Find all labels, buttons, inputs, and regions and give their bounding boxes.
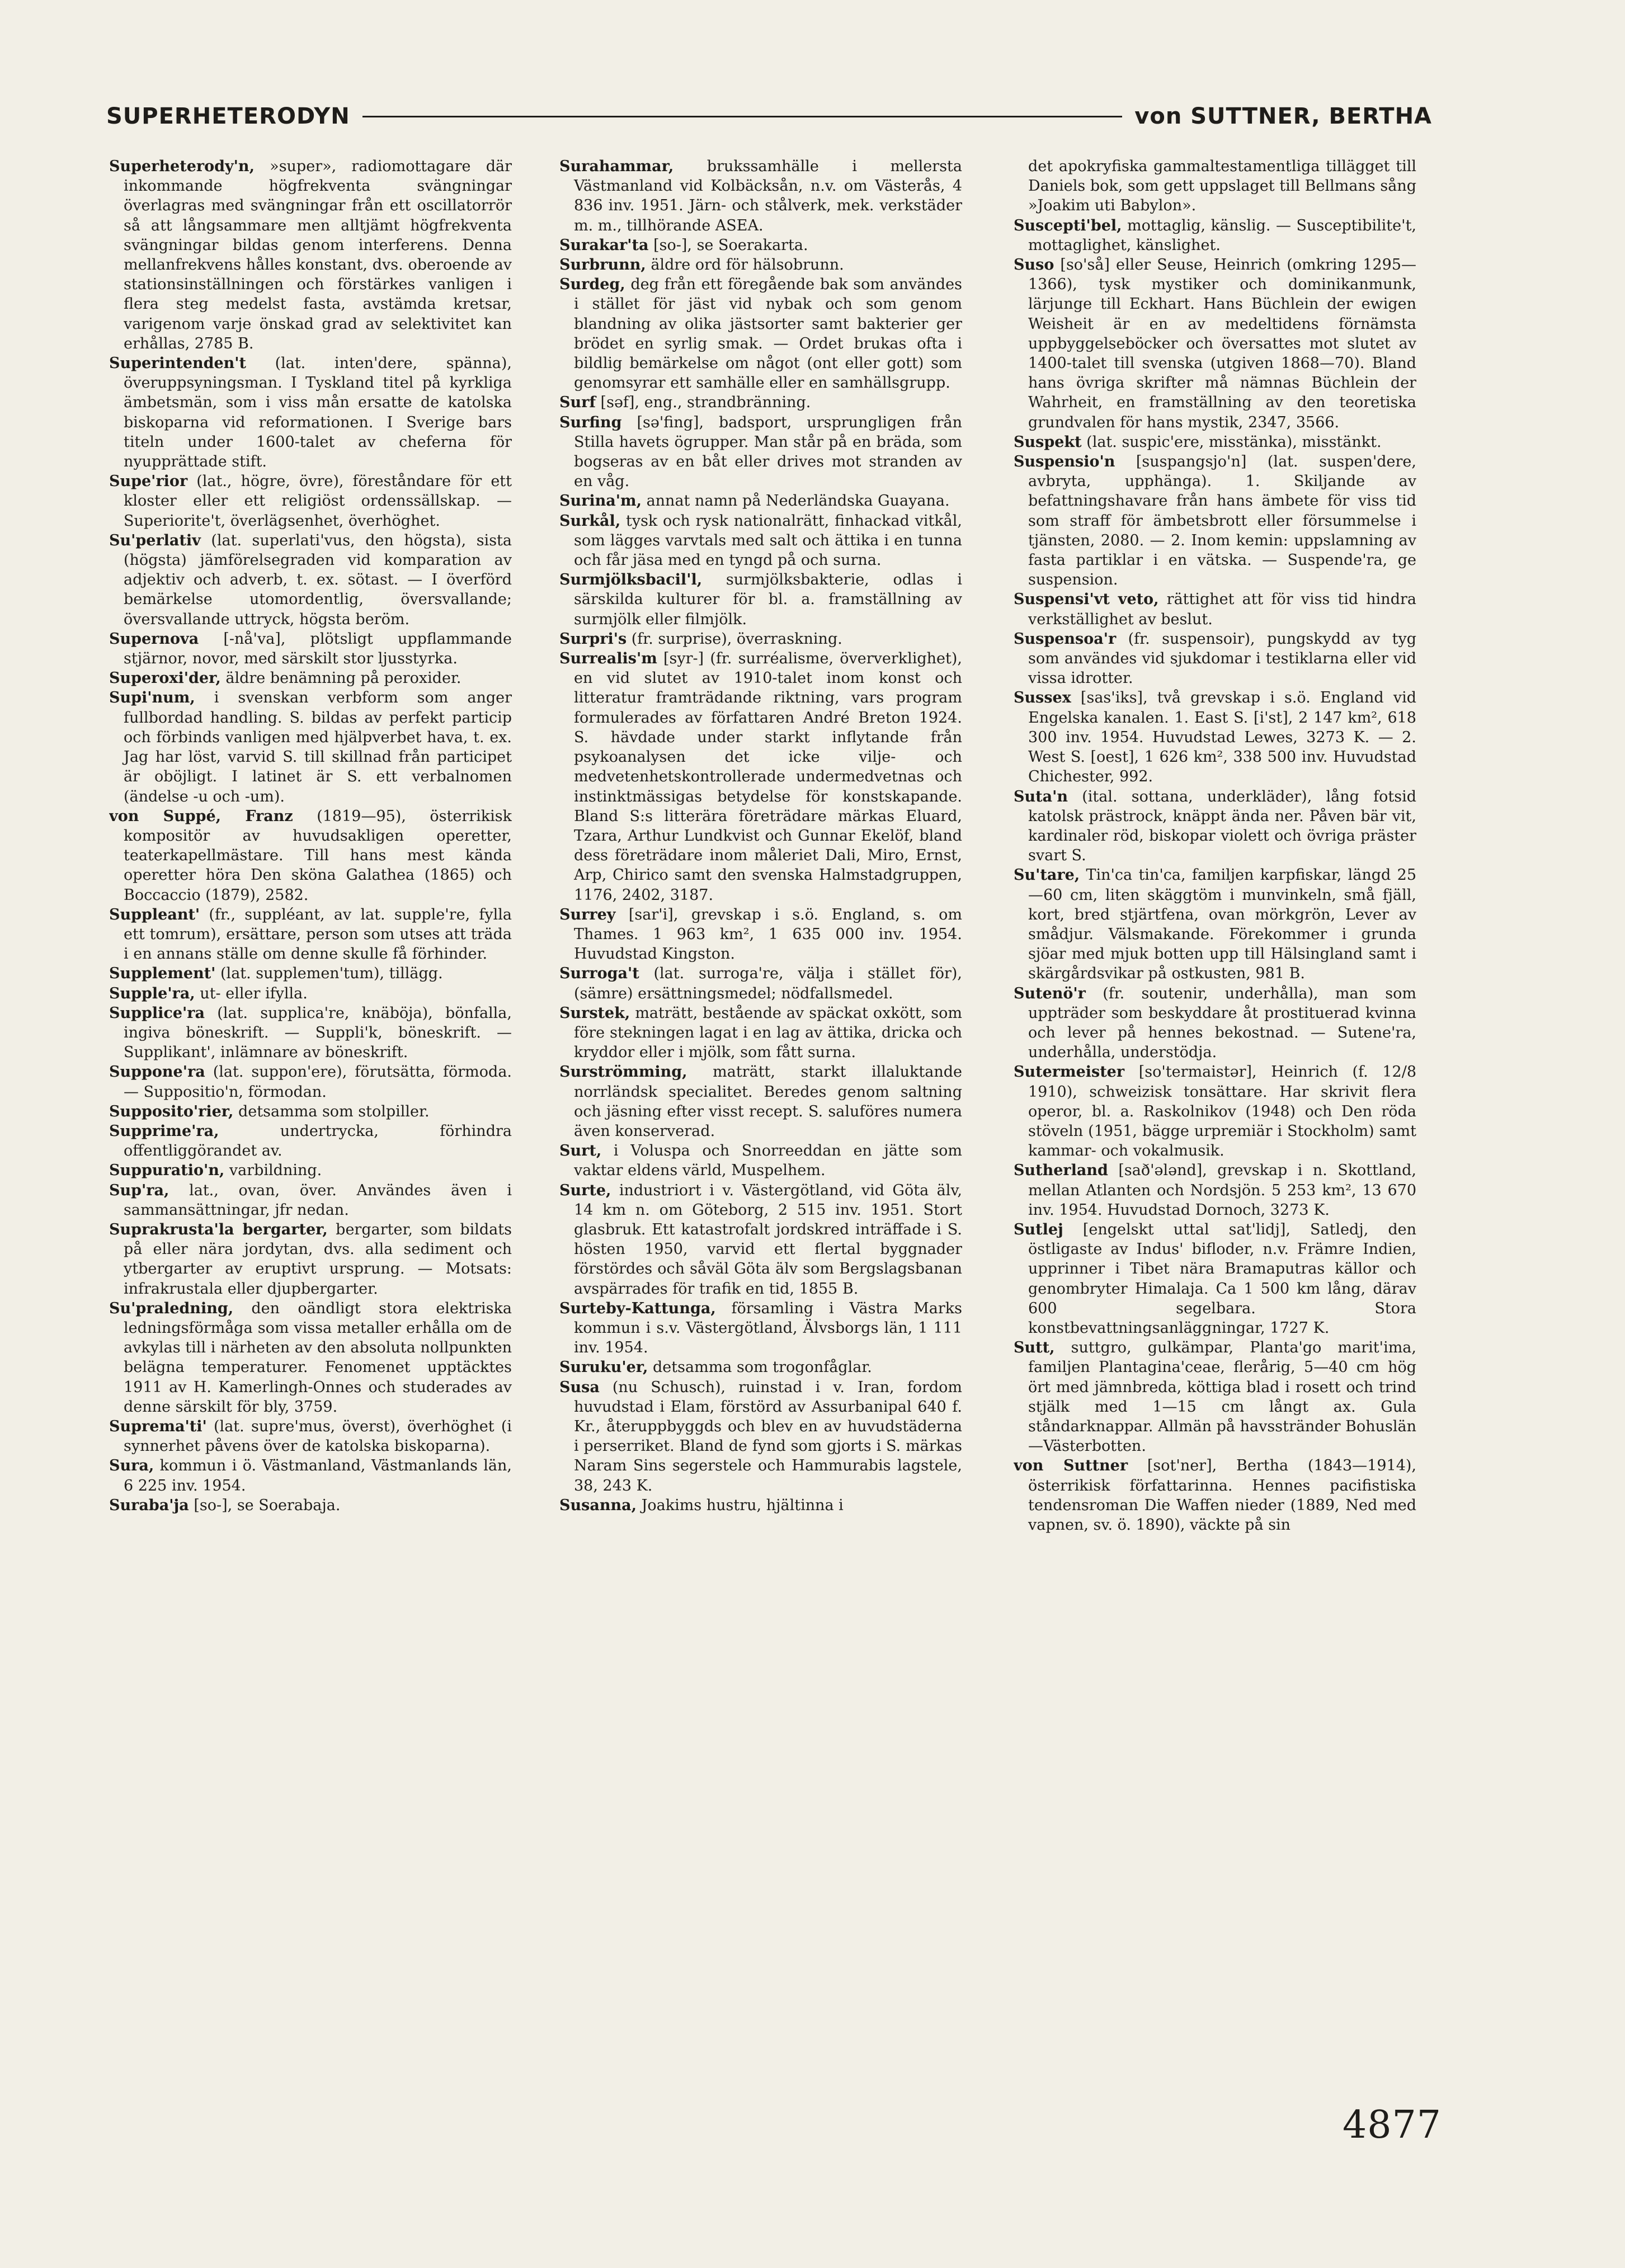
entry-headword: Surstek, xyxy=(559,1004,630,1022)
entry-headword: Surf xyxy=(559,394,596,412)
entry-headword: Suruku'er, xyxy=(559,1359,648,1376)
entry-headword: Suso xyxy=(1014,256,1054,274)
dictionary-entry xyxy=(1014,1456,1416,1535)
dictionary-entry xyxy=(109,807,512,905)
dictionary-entry xyxy=(109,905,512,964)
dictionary-entry xyxy=(109,1299,512,1417)
entry-headword: Superheterody'n, xyxy=(109,158,255,175)
dictionary-entry xyxy=(109,1062,512,1101)
entry-definition: (fr. soutenir, underhålla), man som uppträder som beskyddare åt prostituerad kvinna och lever på hennes bekostnad. — Sutene'ra, underhålla, understödja. xyxy=(1028,984,1416,1062)
dictionary-entry xyxy=(109,1456,512,1495)
dictionary-entry xyxy=(1014,216,1416,255)
entry-headword: Surte, xyxy=(559,1181,611,1199)
header-rule xyxy=(362,116,1123,117)
entry-definition: bergarter, som bildats på eller nära jordytan, dvs. alla sediment och ytbergarter av eruptivt ursprung. — Motsats: infrakrustala eller djupbergarter. xyxy=(124,1220,512,1298)
dictionary-entry xyxy=(559,1357,962,1377)
dictionary-entry xyxy=(109,353,512,471)
entry-definition: (nu Schusch), ruinstad i v. Iran, fordom huvudstad i Elam, förstörd av Assurbanipal 640 f. Kr., återuppbyggds och blev en av huvudstäderna i perserriket. Bland de fynd som gjorts i S. märkas Naram Sins segerstele och Hammurabis lagstele, 38, 243 K. xyxy=(574,1378,962,1494)
entry-headword: Surrealis'm xyxy=(559,650,657,668)
dictionary-entry xyxy=(109,1003,512,1063)
entry-headword: Suppone'ra xyxy=(109,1063,205,1081)
entry-definition: [səf], eng., strandbränning. xyxy=(595,394,811,412)
entry-definition: maträtt, starkt illaluktande norrländsk specialitet. Beredes genom saltning och jäsning efter visst recept. S. saluföres numera även konserverad. xyxy=(574,1063,962,1140)
column-1 xyxy=(109,157,512,2036)
page-number: 4877 xyxy=(1343,2103,1442,2147)
entry-definition: (fr. suspensoir), pungskydd av tyg som användes vid sjukdomar i testiklarna eller vid vissa idrotter. xyxy=(1028,630,1416,687)
entry-headword: Sussex xyxy=(1014,689,1071,707)
entry-definition: (lat. supplica're, knäböja), bönfalla, ingiva böneskrift. — Suppli'k, böneskrift. — Supplikant', inlämnare av böneskrift. xyxy=(124,1004,512,1062)
dictionary-entry xyxy=(559,1496,962,1515)
entry-headword: Surakar'ta xyxy=(559,236,649,254)
entry-definition: [sas'iks], två grevskap i s.ö. England vid Engelska kanalen. 1. East S. [i'st], 2 147 km², 618 300 inv. 1954. Huvudstad Lewes, 3273 K. — 2. West S. [oest], 1 626 km², 338 500 inv. Huvudstad Chichester, 992. xyxy=(1028,689,1416,786)
entry-definition: rättighet att för viss tid hindra verkställighet av beslut. xyxy=(1028,591,1416,628)
entry-definition: industriort i v. Västergötland, vid Göta älv, 14 km n. om Göteborg, 2 515 inv. 1951. Stort glasbruk. Ett katastrofalt jordskred inträffade i S. hösten 1950, varvid ett flertal byggnader förstördes och såväl Göta älv som Bergslagsbanan avspärrades för trafik en tid, 1855 B. xyxy=(574,1181,962,1298)
dictionary-entry xyxy=(559,511,962,570)
dictionary-entry xyxy=(559,964,962,1003)
entry-headword: Surpri's xyxy=(559,630,627,648)
entry-headword: Surroga't xyxy=(559,965,639,983)
dictionary-entry xyxy=(559,1141,962,1180)
entry-headword: Suspekt xyxy=(1014,433,1082,451)
entry-headword: Sutherland xyxy=(1014,1162,1108,1180)
column-3 xyxy=(1014,157,1416,2036)
entry-definition: undertrycka, förhindra offentliggörandet av. xyxy=(124,1122,512,1160)
entry-definition: församling i Västra Marks kommun i s.v. Västergötland, Älvsborgs län, 1 111 inv. 1954. xyxy=(574,1299,962,1357)
entry-headword: Surt, xyxy=(559,1142,602,1160)
dictionary-entry xyxy=(109,1161,512,1180)
entry-headword: von Suppé, Franz xyxy=(109,807,293,825)
entry-definition: maträtt, bestående av späckat oxkött, som före stekningen lagat i en lag av ättika, dricka och kryddor eller i mjölk, som fått surna. xyxy=(574,1004,962,1062)
dictionary-entry xyxy=(109,1496,512,1515)
dictionary-entry xyxy=(109,157,512,353)
entry-headword: Supplement' xyxy=(109,965,216,983)
entry-definition: [sə'fing], badsport, ursprungligen från Stilla havets ögrupper. Man står på en bräda, som bogseras av en båt eller drives mot stranden av en våg. xyxy=(574,413,962,491)
entry-definition: ut- eller ifylla. xyxy=(195,984,308,1002)
entry-headword: Superoxi'der, xyxy=(109,669,221,687)
entry-headword: Su'perlativ xyxy=(109,531,201,549)
entry-definition: (lat. inten'dere, spänna), överuppsyningsman. I Tyskland titel på kyrkliga ämbetsmän, som i viss mån ersatte de katolska biskoparna vid reformationen. I Sverige bars titeln under 1600-talet av cheferna för nyupprättade stift. xyxy=(124,355,512,471)
entry-definition: varbildning. xyxy=(224,1162,322,1180)
entry-definition: kommun i ö. Västmanland, Västmanlands län, 6 225 inv. 1954. xyxy=(124,1457,512,1494)
entry-headword: von Suttner xyxy=(1014,1457,1128,1475)
entry-definition: Joakims hustru, hjältinna i xyxy=(636,1496,844,1514)
dictionary-entry xyxy=(109,471,512,531)
entry-headword: Suscepti'bel, xyxy=(1014,216,1122,234)
entry-definition: [sar'i], grevskap i s.ö. England, s. om Thames. 1 963 km², 1 635 000 inv. 1954. Huvudstad Kingston. xyxy=(574,906,962,963)
dictionary-entry xyxy=(1014,629,1416,689)
dictionary-entry xyxy=(1014,432,1416,452)
entry-definition: [-nå'va], plötsligt uppflammande stjärnor, novor, med särskilt stor ljusstyrka. xyxy=(124,630,512,668)
dictionary-entry xyxy=(559,491,962,511)
entry-headword: Sutt, xyxy=(1014,1339,1055,1357)
entry-headword: Surfing xyxy=(559,413,622,431)
entry-headword: Susa xyxy=(559,1378,600,1396)
dictionary-entry xyxy=(1014,1062,1416,1161)
entry-headword: Surdeg, xyxy=(559,276,625,294)
dictionary-entry xyxy=(559,255,962,275)
entry-headword: Surkål, xyxy=(559,512,621,530)
dictionary-entry xyxy=(559,275,962,393)
dictionary-entry xyxy=(559,1378,962,1496)
dictionary-entry xyxy=(109,1121,512,1161)
entry-headword: Suprakrusta'la bergarter, xyxy=(109,1220,328,1238)
entry-headword: Sup'ra, xyxy=(109,1181,169,1199)
dictionary-entry xyxy=(109,1220,512,1299)
entry-definition: i Voluspa och Snorreeddan en jätte som vaktar eldens värld, Muspelhem. xyxy=(574,1142,962,1180)
dictionary-entry xyxy=(109,629,512,668)
entry-headword: Suspensoa'r xyxy=(1014,630,1117,648)
entry-definition: [syr-] (fr. surréalisme, öververklighet), en vid slutet av 1910-talet inom konst och litteratur framträdande riktning, vars program formulerades av författaren André Breton 1924. S. hävdade under starkt inflytande från psykoanalysen det icke vilje- och medvetenhetskontrollerade undermedvetnas och instinktmässigas betydelse för konstskapande. Bland S:s litterära företrädare märkas Eluard, Tzara, Arthur Lundkvist och Gunnar Ekelöf, bland dess företrädare inom måleriet Dali, Miro, Ernst, Arp, Chirico samt den svenska Halmstadgruppen, 1176, 2402, 3187. xyxy=(574,650,962,904)
entry-definition: äldre ord för hälsobrunn. xyxy=(646,256,844,274)
dictionary-entry xyxy=(1014,452,1416,590)
entry-headword: Suppleant' xyxy=(109,906,200,923)
entry-headword: Superintenden't xyxy=(109,355,247,373)
entry-headword: Supple'ra, xyxy=(109,984,195,1002)
entry-headword: Suta'n xyxy=(1014,788,1068,805)
entry-headword: Suppuratio'n, xyxy=(109,1162,225,1180)
entry-headword: Sutlej xyxy=(1014,1220,1063,1238)
entry-definition: [sot'ner], Bertha (1843—1914), österrikisk författarinna. Hennes pacifistiska tendensroman Die Waffen nieder (1889, Ned med vapnen, sv. ö. 1890), väckte på sin xyxy=(1028,1457,1416,1534)
entry-headword: Suspensio'n xyxy=(1014,453,1115,471)
entry-definition: (lat. supre'mus, överst), överhöghet (i synnerhet påvens över de katolska biskoparna). xyxy=(124,1418,512,1455)
entry-headword: Supposito'rier, xyxy=(109,1102,234,1120)
dictionary-entry xyxy=(559,413,962,492)
header-left-guideword: SUPERHETERODYN xyxy=(106,103,350,129)
entry-definition: (lat. suspic'ere, misstänka), misstänkt. xyxy=(1081,433,1382,451)
entry-definition: (lat. superlati'vus, den högsta), sista (högsta) jämförelsegraden vid komparation av adjektiv och adverb, t. ex. sötast. — I överförd bemärkelse utomordentlig, översvallande; översvallande uttryck, högsta beröm. xyxy=(124,531,512,628)
entry-definition: [sað'ələnd], grevskap i n. Skottland, mellan Atlanten och Nordsjön. 5 253 km², 13 670 inv. 1954. Huvudstad Dornoch, 3273 K. xyxy=(1028,1162,1416,1219)
entry-headword: Surina'm, xyxy=(559,492,642,510)
dictionary-entry xyxy=(559,235,962,255)
entry-definition: det apokryfiska gammaltestamentliga tillägget till Daniels bok, som gett uppslaget till Bellmans sång »Joakim uti Babylon». xyxy=(1028,158,1416,215)
entry-headword: Surmjölksbacil'l, xyxy=(559,571,703,589)
entry-definition: (fr. surprise), överraskning. xyxy=(627,630,842,648)
dictionary-entry xyxy=(559,1003,962,1063)
entry-headword: Su'tare, xyxy=(1014,866,1080,884)
entry-headword: Suraba'ja xyxy=(109,1496,189,1514)
dictionary-entry xyxy=(109,964,512,983)
entry-headword: Surahammar, xyxy=(559,158,674,175)
dictionary-entry xyxy=(559,393,962,412)
dictionary-entry xyxy=(109,668,512,688)
entry-definition: [so'så] eller Seuse, Heinrich (omkring 1295—1366), tysk mystiker och dominikanmunk, lärjunge till Eckhart. Hans Büchlein der ewigen Weisheit är en av medeltidens förnämsta uppbyggelseböcker och översattes mot slutet av 1400-talet till svenska (utgiven 1868—70). Bland hans övriga skrifter må nämnas Büchlein der Wahrheit, en framställning av den teoretiska grundvalen för hans mystik, 2347, 3566. xyxy=(1028,256,1416,431)
dictionary-entry xyxy=(559,905,962,964)
dictionary-entry xyxy=(1014,787,1416,866)
entry-definition: (lat. suppon'ere), förutsätta, förmoda. — Suppositio'n, förmodan. xyxy=(124,1063,512,1101)
entry-definition: lat., ovan, över. Användes även i sammansättningar, jfr nedan. xyxy=(124,1181,512,1219)
dictionary-entry xyxy=(1014,590,1416,629)
entry-headword: Supprime'ra, xyxy=(109,1122,219,1140)
entry-definition: brukssamhälle i mellersta Västmanland vid Kolbäcksån, n.v. om Västerås, 4 836 inv. 1951. Järn- och stålverk, mek. verkstäder m. m., tillhörande ASEA. xyxy=(574,158,962,234)
entry-definition: Tin'ca tin'ca, familjen karpfiskar, längd 25—60 cm, liten skäggtöm i munvinkeln, små fjäll, kort, bred stjärtfena, ovan mörkgrön, Lever av smådjur. Välsmakande. Förekommer i grunda sjöar med mjuk botten upp till Hälsingland samt i skärgårdsvikar på ostkusten, 981 B. xyxy=(1028,866,1416,983)
entry-headword: Suprema'ti' xyxy=(109,1418,207,1435)
dictionary-entry xyxy=(1014,157,1416,216)
entry-definition: mottaglig, känslig. — Susceptibilite't, mottaglighet, känslighet. xyxy=(1028,216,1416,254)
dictionary-entry xyxy=(559,1181,962,1299)
entry-definition: detsamma som trogonfåglar. xyxy=(648,1359,872,1376)
entry-headword: Sutermeister xyxy=(1014,1063,1125,1081)
dictionary-entry xyxy=(559,157,962,235)
entry-definition: (fr., suppléant, av lat. supple're, fylla ett tomrum), ersättare, person som utses att träda i en annans ställe om denne skulle få förhinder. xyxy=(124,906,512,963)
dictionary-entry xyxy=(1014,1161,1416,1220)
entry-definition: (ital. sottana, underkläder), lång fotsid katolsk prästrock, knäppt ända ner. Påven bär vit, kardinaler röd, biskopar violett och övriga präster svart S. xyxy=(1028,788,1416,865)
dictionary-entry xyxy=(559,649,962,905)
entry-definition: [engelskt uttal sat'lidj], Satledj, den östligaste av Indus' bifloder, n.v. Främre Indien, upprinner i Tibet nära Bramaputras källor och genombryter Himalaja. Ca 1 500 km lång, därav 600 segelbara. Stora konstbevattningsanläggningar, 1727 K. xyxy=(1028,1220,1416,1337)
dictionary-entry xyxy=(1014,255,1416,432)
entry-definition: tysk och rysk nationalrätt, finhackad vitkål, som lägges varvtals med salt och ättika i en tunna och får jäsa med en tyngd på och surna. xyxy=(574,512,962,569)
dictionary-entry xyxy=(109,1417,512,1456)
entry-definition: deg från ett föregående bak som användes i stället för jäst vid nybak och som genom blandning av olika jästsorter samt bakterier ger brödet en syrlig smak. — Ordet brukas ofta i bildlig bemärkelse om något (ont eller gott) som genomsyrar ett samhälle eller en samhällsgrupp. xyxy=(574,276,962,392)
entry-headword: Surteby-Kattunga, xyxy=(559,1299,716,1317)
entry-definition: suttgro, gulkämpar, Planta'go marit'ima, familjen Plantagina'ceae, flerårig, 5—40 cm hög ört med jämnbreda, köttiga blad i rosett och trind stjälk med 1—15 cm långt ax. Gula ståndarknappar. Allmän på havsstränder Bohuslän—Västerbotten. xyxy=(1028,1339,1416,1455)
entry-definition: »super», radiomottagare där inkommande högfrekventa svängningar överlagras med svängningar från ett oscillatorrör så att långsammare men alltjämt högfrekventa svängningar bildas genom interferens. Denna mellanfrekvens hålles konstant, dvs. oberoende av stationsinställningen och förstärkes vanligen i flera steg medelst fasta, avstämda kretsar, varigenom varje önskad grad av selektivitet kan erhållas, 2785 B. xyxy=(124,158,512,352)
entry-definition: [suspangsjo'n] (lat. suspen'dere, avbryta, upphänga). 1. Skiljande av befattningshavare från hans ämbete för viss tid som straff för ämbetsbrott eller försummelse i tjänsten, 2080. — 2. Inom kemin: uppslamning av fasta partiklar i en vätska. — Suspende'ra, ge suspension. xyxy=(1028,453,1416,589)
entry-definition: (lat. surroga're, välja i stället för), (sämre) ersättningsmedel; nödfallsmedel. xyxy=(574,965,962,1002)
entry-definition: i svenskan verbform som anger fullbordad handling. S. bildas av perfekt particip och förbinds vanligen med hjälpverbet hava, t. ex. Jag har löst, varvid S. till skillnad från participet är oböjligt. I latinet är S. ett verbalnomen (ändelse -u och -um). xyxy=(124,689,512,805)
entry-headword: Surbrunn, xyxy=(559,256,646,274)
dictionary-entry xyxy=(1014,1220,1416,1338)
entry-definition: (lat., högre, övre), föreståndare för ett kloster eller ett religiöst ordenssällskap. — Superiorite't, överlägsenhet, överhöghet. xyxy=(124,473,512,530)
dictionary-entry xyxy=(1014,865,1416,983)
entry-definition: (1819—95), österrikisk kompositör av huvudsakligen operetter, teaterkapellmästare. Till hans mest kända operetter höra Den sköna Galathea (1865) och Boccaccio (1879), 2582. xyxy=(124,807,512,904)
dictionary-entry xyxy=(559,570,962,629)
dictionary-entry xyxy=(109,531,512,629)
entry-definition: äldre benämning på peroxider. xyxy=(220,669,461,687)
entry-headword: Surströmming, xyxy=(559,1063,687,1081)
entry-headword: Supe'rior xyxy=(109,473,188,491)
entry-headword: Supernova xyxy=(109,630,199,648)
entry-headword: Sutenö'r xyxy=(1014,984,1086,1002)
dictionary-entry xyxy=(559,629,962,649)
entry-definition: detsamma som stolpiller. xyxy=(233,1102,430,1120)
entry-headword: Sura, xyxy=(109,1457,154,1475)
entry-headword: Supplice'ra xyxy=(109,1004,205,1022)
dictionary-entry xyxy=(109,1181,512,1220)
running-header xyxy=(106,100,1432,133)
entry-headword: Supi'num, xyxy=(109,689,195,707)
entry-definition: surmjölksbakterie, odlas i särskilda kulturer för bl. a. framställning av surmjölk eller filmjölk. xyxy=(574,571,962,628)
dictionary-entry xyxy=(1014,1338,1416,1456)
entry-headword: Susanna, xyxy=(559,1496,637,1514)
dictionary-entry xyxy=(109,984,512,1003)
entry-definition: [so-], se Soerabaja. xyxy=(189,1496,341,1514)
dictionary-entry xyxy=(1014,688,1416,786)
entry-definition: (lat. supplemen'tum), tillägg. xyxy=(215,965,443,983)
header-right-guideword: von SUTTNER, BERTHA xyxy=(1134,103,1432,129)
entry-definition: den oändligt stora elektriska ledningsförmåga som vissa metaller erhålla om de avkylas till i närheten av den absoluta nollpunkten belägna temperaturer. Fenomenet upptäcktes 1911 av H. Kamerlingh-Onnes och studerades av denne särskilt för bly, 3759. xyxy=(124,1299,512,1416)
entry-headword: Suspensi'vt veto, xyxy=(1014,591,1159,609)
entry-definition: [so-], se Soerakarta. xyxy=(648,236,808,254)
entry-definition: annat namn på Nederländska Guayana. xyxy=(641,492,950,510)
entry-definition: [so'termaistər], Heinrich (f. 12/8 1910), schweizisk tonsättare. Har skrivit flera operor, bl. a. Raskolnikov (1948) och Den röda stöveln (1951, bägge urpremiär i Stockholm) samt kammar- och vokalmusik. xyxy=(1028,1063,1416,1160)
dictionary-entry xyxy=(109,1102,512,1121)
entry-headword: Su'praledning, xyxy=(109,1299,234,1317)
entry-headword: Surrey xyxy=(559,906,616,923)
dictionary-entry xyxy=(559,1062,962,1141)
dictionary-entry xyxy=(559,1299,962,1358)
dictionary-entry xyxy=(109,688,512,806)
column-2 xyxy=(559,157,962,2036)
dictionary-entry xyxy=(1014,984,1416,1063)
